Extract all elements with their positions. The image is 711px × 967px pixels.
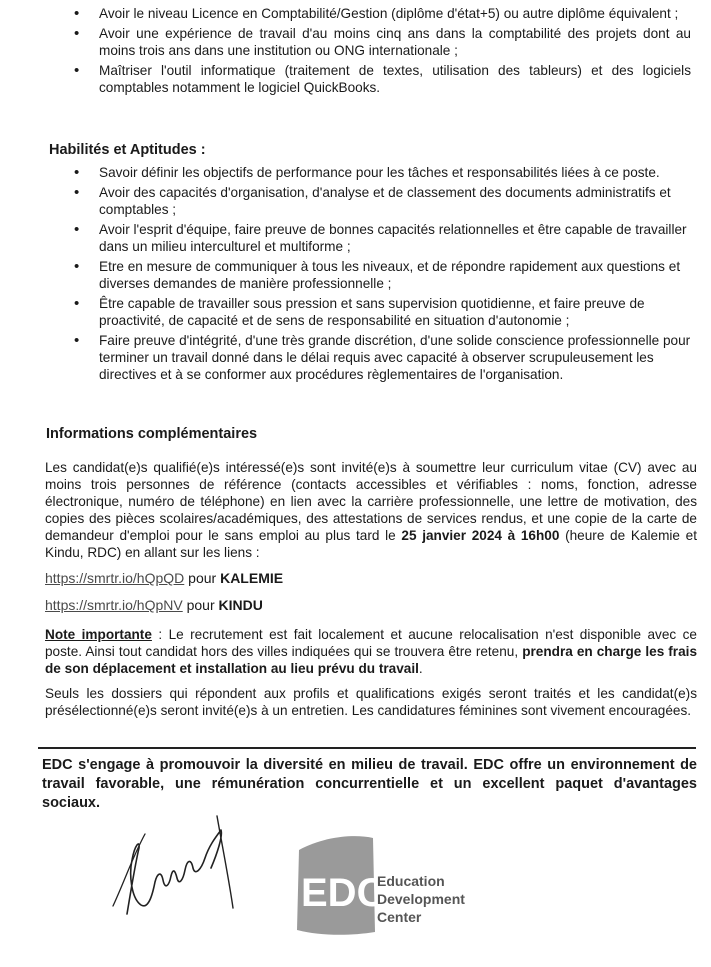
application-paragraph: Les candidat(e)s qualifié(e)s intéressé(e)s sont invité(e)s à soumettre leur curriculum vitae (CV) avec au moins trois personnes de référence (contacts accessibles et vérifiables : noms, fonction, adresse électronique, numéro de téléphone) en lien avec la carrière professionnelle, une lettre de motivation, des copies des pièces scolaires/académiques, des attestations de services rendus, et une copie de la carte de demandeur d'emploi pour le sans emploi au plus tard le 25 janvier 2024 à 16h00 (heure de Kalemie et Kindu, RDC) en allant sur les liens : bbox=[45, 460, 697, 560]
skills-list bbox=[0, 164, 701, 386]
link-kalemie[interactable]: https://smrtr.io/hQpQD bbox=[45, 570, 185, 586]
skills-heading: Habilités et Aptitudes : bbox=[49, 142, 206, 158]
list-item: • Avoir une expérience de travail d'au moins cinq ans dans la comptabilité des projets dont au moins trois ans dans une institution ou ONG internationale ; bbox=[0, 25, 701, 59]
logo-initials: EDC bbox=[301, 871, 386, 915]
edc-logo bbox=[295, 832, 495, 942]
selection-paragraph: Seuls les dossiers qui répondent aux profils et qualifications exigés seront traités et les candidat(e)s présélectionné(e)s seront invité(e)s à un entretien. Les candidatures féminines sont vivement encouragées. bbox=[45, 686, 697, 718]
logo-line1: Education bbox=[377, 873, 445, 889]
note-label: Note importante bbox=[45, 627, 152, 642]
logo-line3: Center bbox=[377, 909, 422, 925]
deadline: 25 janvier 2024 à 16h00 bbox=[401, 528, 560, 543]
note-paragraph: Note importante : Le recrutement est fait localement et aucune relocalisation n'est disponible avec ce poste. Ainsi tout candidat hors des villes indiquées qui se trouvera être retenu, prendra en charge les frais de son déplacement et installation au lieu prévu du travail. bbox=[45, 627, 697, 676]
list-item: • Être capable de travailler sous pression et sans supervision quotidienne, et faire preuve de proactivité, de capacité et de sens de responsabilité en situation d'autonomie ; bbox=[0, 295, 701, 329]
list-item: • Maîtriser l'outil informatique (traitement de textes, utilisation des tableurs) et des logiciels comptables notamment le logiciel QuickBooks. bbox=[0, 62, 701, 96]
list-item: • Avoir des capacités d'organisation, d'analyse et de classement des documents administratifs et comptables ; bbox=[0, 184, 701, 218]
link-kalemie-row: https://smrtr.io/hQpQD pour KALEMIE bbox=[45, 570, 284, 586]
list-item: • Savoir définir les objectifs de performance pour les tâches et responsabilités liées à ce poste. bbox=[0, 164, 701, 181]
signature bbox=[105, 810, 245, 920]
link-kindu[interactable]: https://smrtr.io/hQpNV bbox=[45, 597, 183, 613]
list-item: • Avoir l'esprit d'équipe, faire preuve de bonnes capacités relationnelles et être capable de travailler dans un milieu interculturel et multiforme ; bbox=[0, 221, 701, 255]
list-item: • Etre en mesure de communiquer à tous les niveaux, et de répondre rapidement aux questions et diverses demandes de manière professionnelle ; bbox=[0, 258, 701, 292]
commitment-statement: EDC s'engage à promouvoir la diversité en milieu de travail. EDC offre un environnement de travail favorable, une rémunération concurrentielle et un excellent paquet d'avantages sociaux. bbox=[42, 757, 697, 811]
logo-line2: Development bbox=[377, 891, 465, 907]
list-item: • Faire preuve d'intégrité, d'une très grande discrétion, d'une solide conscience professionnelle pour terminer un travail donné dans le délai requis avec capacité à observer scrupuleusement les directives et à se conformer aux procédures règlementaires de l'organisation. bbox=[0, 332, 701, 383]
info-heading: Informations complémentaires bbox=[46, 426, 258, 442]
link-kindu-row: https://smrtr.io/hQpNV pour KINDU bbox=[45, 597, 263, 613]
edc-logo-graphic bbox=[295, 832, 495, 942]
qualifications-list bbox=[0, 5, 701, 99]
divider bbox=[38, 747, 696, 749]
list-item: • Avoir le niveau Licence en Comptabilité/Gestion (diplôme d'état+5) ou autre diplôme équivalent ; bbox=[0, 5, 701, 22]
